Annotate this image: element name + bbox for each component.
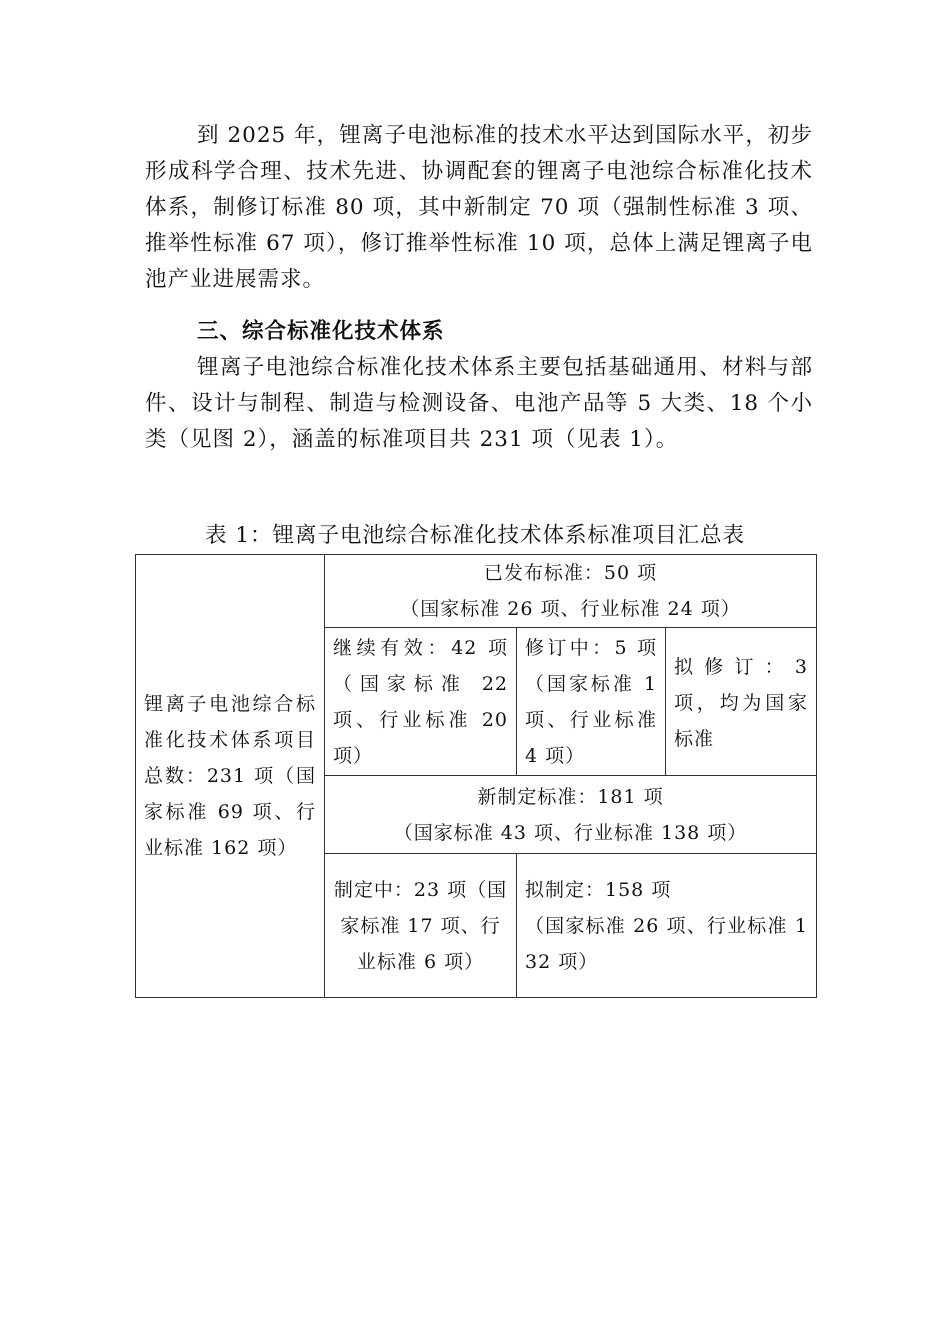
intro-paragraph: 到 2025 年，锂离子电池标准的技术水平达到国际水平，初步形成科学合理、技术先进、协调配套的锂离子电池综合标准化技术体系，制修订标准 80 项，其中新制定 70 项（强制性标准 3 项、推举性标准 67 项），修订推举性标准 10 项，总体上满足锂离子电池产业进展需求。 xyxy=(145,123,813,292)
published-cell xyxy=(325,555,817,628)
new-title: 新制定标准：181 项 xyxy=(477,785,664,808)
summary-table xyxy=(135,554,817,998)
planned-detail: （国家标准 26 项、行业标准 132 项） xyxy=(525,914,808,973)
system-paragraph: 锂离子电池综合标准化技术体系主要包括基础通用、材料与部件、设计与制程、制造与检测设备、电池产品等 5 大类、18 个小类（见图 2），涵盖的标准项目共 231 项（见表 1）。 xyxy=(145,355,813,452)
new-detail: （国家标准 43 项、行业标准 138 项） xyxy=(393,821,748,844)
new-cell xyxy=(325,776,817,854)
to-revise-cell: 拟修订：3 项，均为国家标准 xyxy=(666,628,817,776)
planned-cell xyxy=(517,854,817,998)
planned-title: 拟制定：158 项 xyxy=(525,878,672,901)
published-title: 已发布标准：50 项 xyxy=(483,562,658,584)
valid-cell: 继续有效：42 项（国家标准 22 项、行业标准 20 项） xyxy=(325,628,517,776)
published-detail: （国家标准 26 项、行业标准 24 项） xyxy=(400,598,741,620)
section-heading: 三、综合标准化技术体系 xyxy=(197,319,445,344)
revising-cell: 修订中：5 项（国家标准 1 项、行业标准 4 项） xyxy=(517,628,666,776)
drafting-cell: 制定中：23 项（国家标准 17 项、行业标准 6 项） xyxy=(325,854,517,998)
total-cell: 锂离子电池综合标准化技术体系项目总数：231 项（国家标准 69 项、行业标准 162 项） xyxy=(136,555,325,998)
table-caption: 表 1：锂离子电池综合标准化技术体系标准项目汇总表 xyxy=(204,523,745,548)
